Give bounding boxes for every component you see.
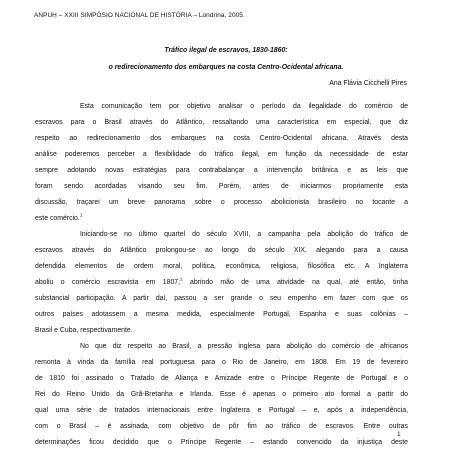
body-line: outros países adotassem a mesma medida, especialmente Portugal, Espanha e suas colônias – [35, 311, 408, 318]
body-line: análise poderemos perceber a flexibilidade do tráfico ilegal, em função da necessidade de estar [35, 151, 408, 158]
body-line: com o Brasil – é assinada, com objetivo de pôr fim ao tráfico de escravos. Entre outras [35, 423, 408, 430]
running-header: ANPUH – XXIII SIMPÓSIO NACIONAL DE HISTÓRIA – Londrina, 2005. [34, 12, 245, 19]
body-line: de 1810 foi assinado o Tratado de Aliança e Amizade entre o Príncipe Regente de Portugal e o [35, 375, 408, 382]
body-line: substancial participação. A partir daí, passou a ser grande o seu empenho em fazer com que os [35, 295, 408, 302]
body-line: escravos para o Brasil através do Atlântico, ressaltando uma característica em especial, que diz [35, 119, 408, 126]
body-line: Esta comunicação tem por objetivo analisar o período da ilegalidade do comércio de [80, 103, 408, 110]
body-line [35, 212, 408, 223]
body-line: foram sendo acordadas visando seu fim. Porém, antes de iniciarmos propriamente esta [35, 183, 408, 190]
paper-title-line-1: Tráfico ilegal de escravos, 1830-1860: [164, 47, 288, 54]
paper-title-line-2: o redirecionamento dos embarques na costa Centro-Ocidental africana. [108, 64, 344, 71]
body-line: escravos através do Atlântico prolongou-se ao longo do século XIX, alegando para a causa [35, 247, 408, 254]
body-line: determinações ficou decidido que o Príncipe Regente – estando convencido da injustiça deste [35, 439, 408, 446]
body-line: No que diz respeito ao Brasil, a pressão inglesa para abolição do comércio de africanos [80, 343, 408, 350]
body-line: defendida elementos de ordem moral, política, econômica, religiosa, filosófica etc. A Inglaterra [35, 263, 408, 270]
body-line: Rei do Reino Unido da Grã-Bretanha e Irlanda. Esse é apenas o primeiro ato formal a partir do [35, 391, 408, 398]
body-line-text: aboliu o comércio escravista em 1807, [35, 279, 181, 286]
body-line: remonta à vinda da família real portuguesa para o Rio de Janeiro, em 1808. Em 19 de fevereiro [35, 359, 408, 366]
body-line: sempre adotando novas estratégias para contrabalançar a intervenção britânica e as leis que [35, 167, 408, 174]
body-line: respeito ao redirecionamento dos embarques na costa Centro-Ocidental africana. Através desta [35, 135, 408, 142]
body-line: qual uma série de tratados internacionais entre Inglaterra e Portugal – e, após a independência, [35, 407, 408, 414]
page-number: 1 [397, 431, 401, 438]
body-line-text: abrindo mão de uma atividade na qual, até então, tinha [190, 279, 409, 286]
body-line: Brasil e Cuba, respectivamente. [35, 327, 133, 334]
body-line: Iniciando-se no último quartel do século XVIII, a campanha pela abolição do tráfico de [80, 231, 408, 238]
body-line [35, 276, 409, 287]
body-line: discussão, traçarei um breve panorama sobre o processo abolicionista brasileiro no tocante a [35, 199, 408, 206]
footnote-marker: 2 [180, 276, 183, 282]
author-name: Ana Flávia Cicchelli Pires [329, 80, 407, 87]
footnote-marker: 1 [79, 212, 83, 218]
body-line-text: este comércio. [35, 215, 80, 222]
